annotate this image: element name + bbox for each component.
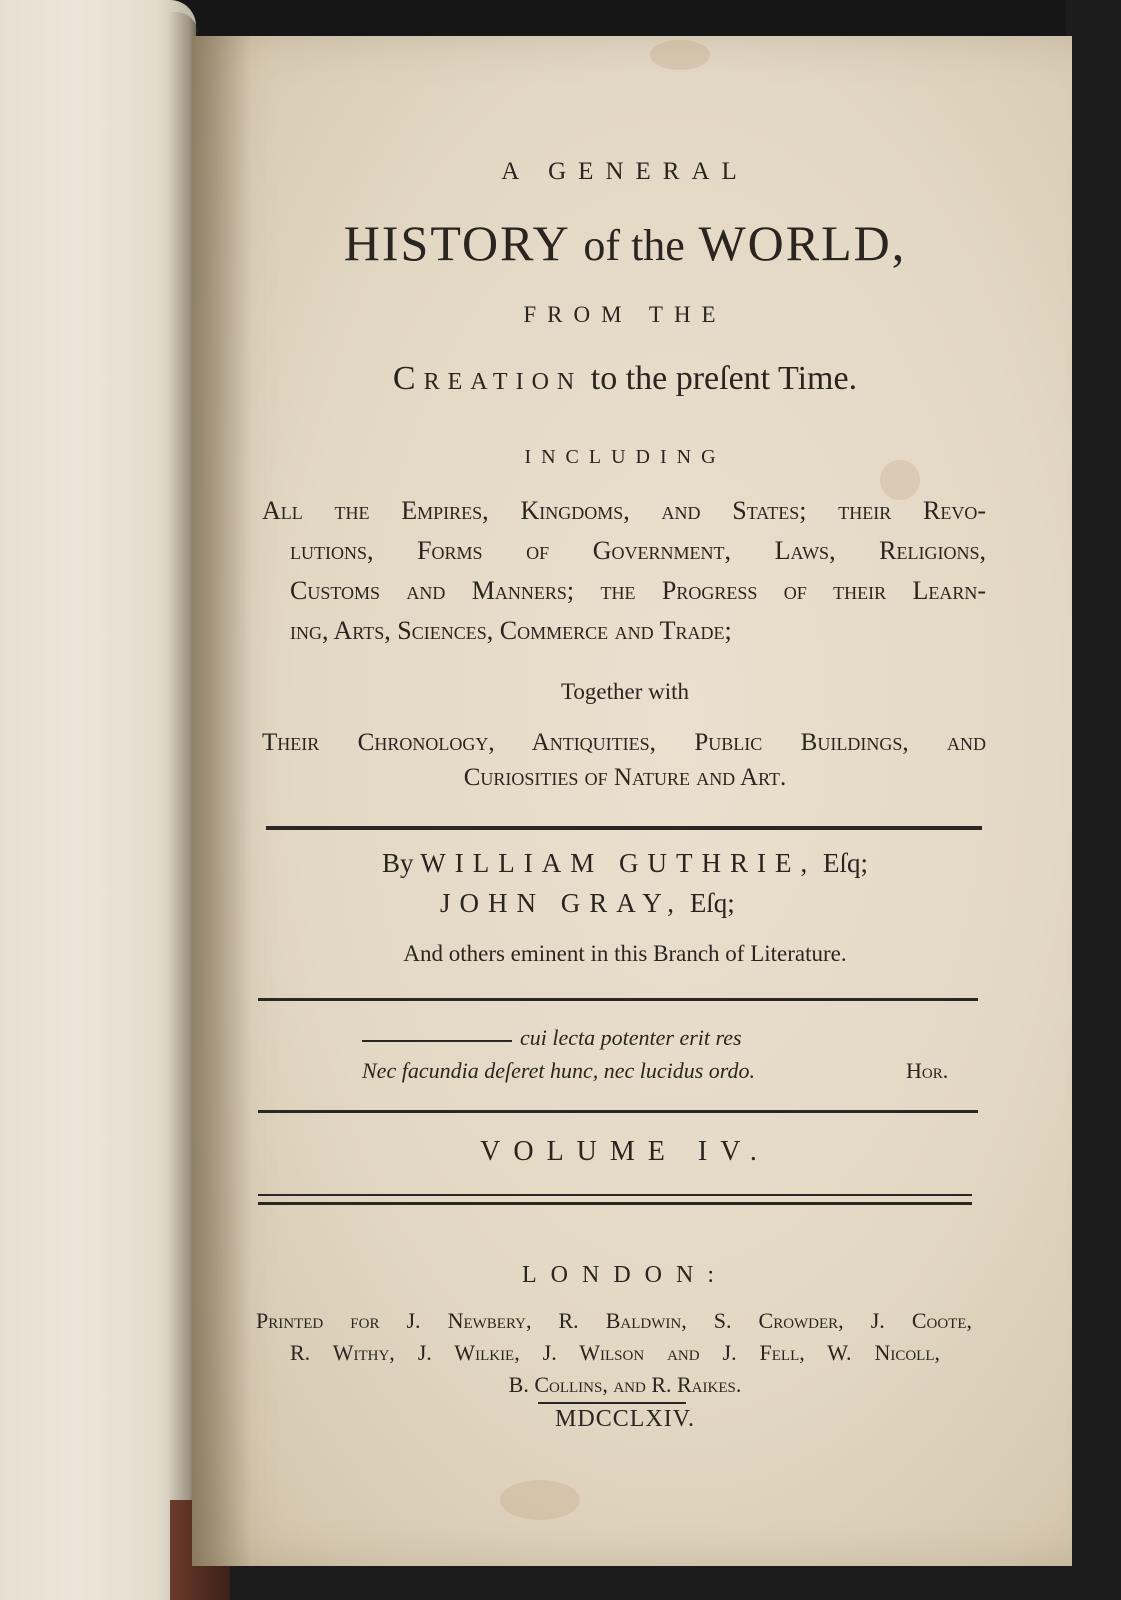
page-gutter-shadow: [192, 36, 252, 1566]
year-rule: [538, 1402, 686, 1404]
double-rule-top: [258, 1194, 972, 1196]
title-world: WORLD,: [698, 215, 907, 271]
city-label: LONDON:: [522, 1262, 728, 1288]
together-with: Together with: [560, 679, 690, 704]
creation-line: [260, 360, 990, 398]
author-2: JOHN GRAY,: [440, 888, 684, 918]
divider-rule: [258, 1110, 978, 1113]
body-line-1: All the Empires, Kingdoms, and States; their Revo-: [262, 496, 986, 525]
foxing-spot: [650, 40, 710, 70]
title-of-the: of the: [583, 221, 685, 270]
foxing-spot: [500, 1480, 580, 1520]
printers-line-2: R. Withy, J. Wilkie, J. Wilson and J. Fell, W. Nicoll,: [290, 1340, 940, 1365]
others-line: And others eminent in this Branch of Literature.: [403, 941, 847, 966]
creation-rest: to the preſent Time.: [590, 360, 858, 397]
chronology-line-1: Their Chronology, Antiquities, Public Buildings, and: [262, 729, 986, 756]
body-line-3: Customs and Manners; the Progress of their Learn-: [290, 576, 986, 605]
title-history: HISTORY: [343, 215, 569, 271]
chronology-line-2: Curiosities of Nature and Art.: [463, 764, 787, 791]
creation-word: Creation: [392, 360, 583, 397]
author-2-suffix: Eſq;: [689, 888, 735, 918]
motto-dash: [362, 1040, 512, 1042]
by-prefix: By: [382, 848, 414, 878]
left-page: [0, 0, 196, 1600]
printers-line-3: B. Collins, and R. Raikes.: [508, 1372, 742, 1397]
author-1: WILLIAM GUTHRIE,: [420, 848, 817, 878]
body-line-4: ing, Arts, Sciences, Commerce and Trade;: [290, 616, 732, 645]
divider-rule: [258, 998, 978, 1001]
divider-rule: [266, 826, 982, 830]
pre-title: A GENERAL: [501, 158, 749, 185]
publication-year: MDCCLXIV.: [555, 1406, 695, 1432]
motto-author: Hor.: [906, 1058, 949, 1083]
from-the: FROM THE: [523, 302, 727, 327]
double-rule-bottom: [258, 1202, 972, 1205]
author-line-1: [260, 848, 990, 879]
volume-label: VOLUME IV.: [480, 1136, 770, 1167]
author-line-2: [440, 888, 735, 919]
author-1-suffix: Eſq;: [822, 848, 868, 878]
background-right: [1066, 0, 1121, 1600]
including-heading: INCLUDING: [524, 446, 726, 468]
body-line-2: lutions, Forms of Government, Laws, Religions,: [290, 536, 986, 565]
main-title: [260, 214, 990, 272]
printers-line-1: Printed for J. Newbery, R. Baldwin, S. Crowder, J. Coote,: [256, 1308, 972, 1333]
motto-line-2: Nec facundia deſeret hunc, nec lucidus ordo.: [362, 1058, 756, 1083]
motto-line-1: cui lecta potenter erit res: [520, 1025, 742, 1050]
